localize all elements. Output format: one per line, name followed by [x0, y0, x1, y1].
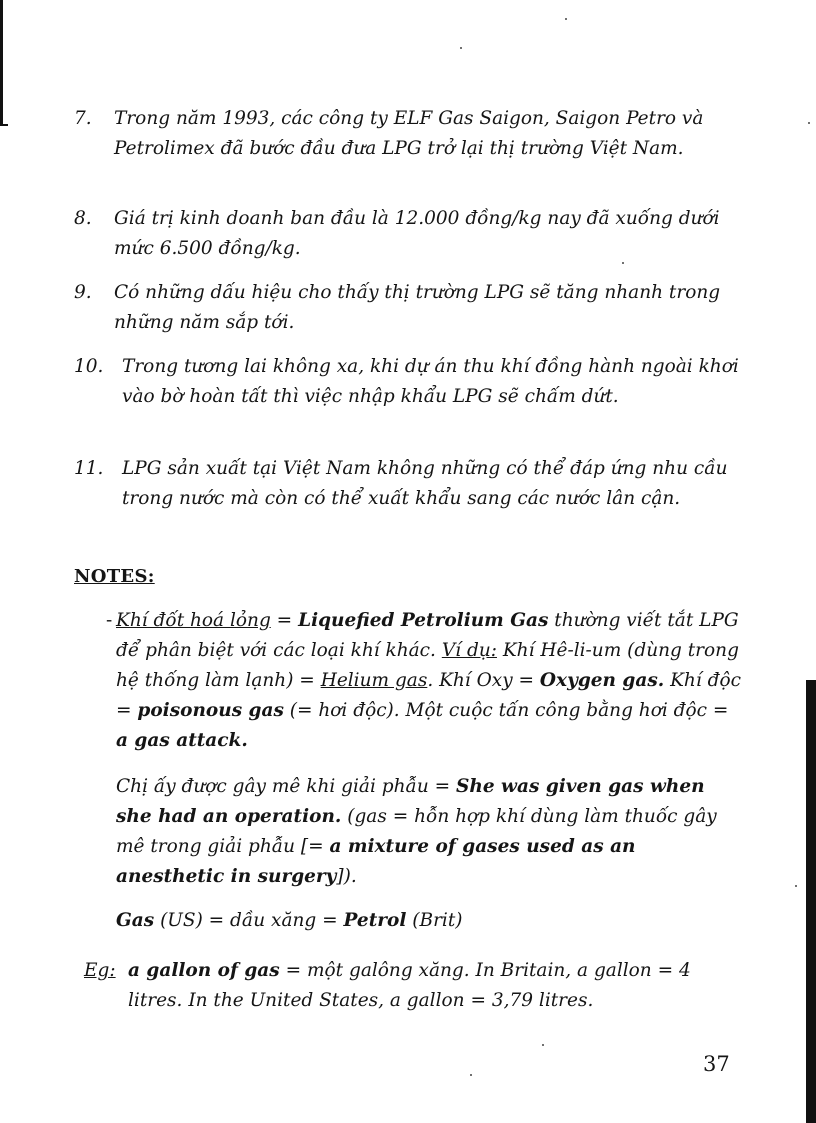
scan-speck: [565, 18, 567, 20]
item-number: 10.: [74, 356, 104, 377]
helium-term: Helium gas: [320, 670, 428, 691]
page-number: 37: [703, 1052, 730, 1076]
scan-speck: [470, 1074, 472, 1076]
scan-edge-tick: [0, 124, 8, 126]
notes-paragraph-petrol: [116, 906, 742, 936]
list-item: [74, 278, 744, 338]
term-en: Liquefied Petrolium Gas: [298, 610, 549, 631]
list-item: [74, 204, 744, 264]
notes-paragraph-lpg: [106, 606, 742, 756]
bold-phrase: a gallon of gas: [128, 960, 280, 981]
bullet-dash: -: [106, 610, 113, 631]
scan-speck: [808, 122, 810, 124]
bold-phrase: Gas: [116, 910, 155, 931]
text-run: Chị ấy được gây mê khi giải phẫu =: [116, 776, 457, 797]
list-item: [74, 104, 744, 164]
oxygen-term: Oxygen gas.: [539, 670, 665, 691]
item-text: Giá trị kinh doanh ban đầu là 12.000 đồng/kg nay đã xuống dưới mức 6.500 đồng/kg.: [114, 208, 720, 259]
text-run: ]).: [336, 866, 357, 887]
text-run: thường viết tắt LPG để phân biệt với các loại khí khác.: [116, 610, 739, 661]
list-item: [74, 454, 744, 514]
scan-edge-right: [806, 680, 816, 1123]
item-text: Trong năm 1993, các công ty ELF Gas Saigon, Saigon Petro và Petrolimex đã bước đầu đưa LPG trở lại thị trường Việt Nam.: [114, 108, 704, 159]
text-run: (gas = hỗn hợp khí dùng làm thuốc gây mê trong giải phẫu [=: [116, 806, 717, 857]
text-run: (Brit): [406, 910, 463, 931]
text-run: = một galông xăng. In Britain, a gallon = 4 litres. In the United States, a gallon = 3,79 litres.: [128, 960, 691, 1011]
item-number: 7.: [74, 108, 92, 129]
bold-phrase: She was given gas when she had an operation.: [116, 776, 705, 827]
notes-heading: NOTES:: [74, 566, 155, 587]
item-text: Có những dấu hiệu cho thấy thị trường LPG sẽ tăng nhanh trong những năm sắp tới.: [114, 282, 721, 333]
item-text: Trong tương lai không xa, khi dự án thu khí đồng hành ngoài khơi vào bờ hoàn tất thì việc nhập khẩu LPG sẽ chấm dứt.: [122, 356, 739, 407]
scan-speck: [542, 1044, 544, 1046]
bold-phrase: Petrol: [343, 910, 407, 931]
scan-speck: [460, 47, 462, 49]
item-number: 9.: [74, 282, 92, 303]
bold-phrase: a mixture of gases used as an anesthetic in surgery: [116, 836, 636, 887]
text-run: =: [270, 610, 299, 631]
attack-term: a gas attack.: [116, 730, 248, 751]
scan-speck: [795, 885, 797, 887]
item-number: 11.: [74, 458, 104, 479]
item-number: 8.: [74, 208, 92, 229]
term-vi: Khí đốt hoá lỏng: [116, 610, 271, 631]
vidu-label: Ví dụ:: [441, 640, 497, 661]
item-text: LPG sản xuất tại Việt Nam không những có thể đáp ứng nhu cầu trong nước mà còn có thể xuất khẩu sang các nước lân cận.: [122, 458, 728, 509]
poison-term: poisonous gas: [137, 700, 284, 721]
example-block: [84, 956, 744, 1016]
example-label: Eg:: [84, 960, 116, 981]
notes-paragraph-anesthetic: [116, 772, 742, 892]
text-run: (= hơi độc). Một cuộc tấn công bằng hơi độc =: [283, 700, 729, 721]
example-text: [128, 956, 744, 1016]
text-run: Khí Hê-li-um (dùng trong hệ thống làm lạnh) =: [116, 640, 739, 691]
scan-edge-left: [0, 0, 3, 125]
text-run: . Khí Oxy =: [427, 670, 540, 691]
text-run: Khí độc =: [116, 670, 741, 721]
text-run: (US) = dầu xăng =: [154, 910, 344, 931]
list-item: [74, 352, 744, 412]
